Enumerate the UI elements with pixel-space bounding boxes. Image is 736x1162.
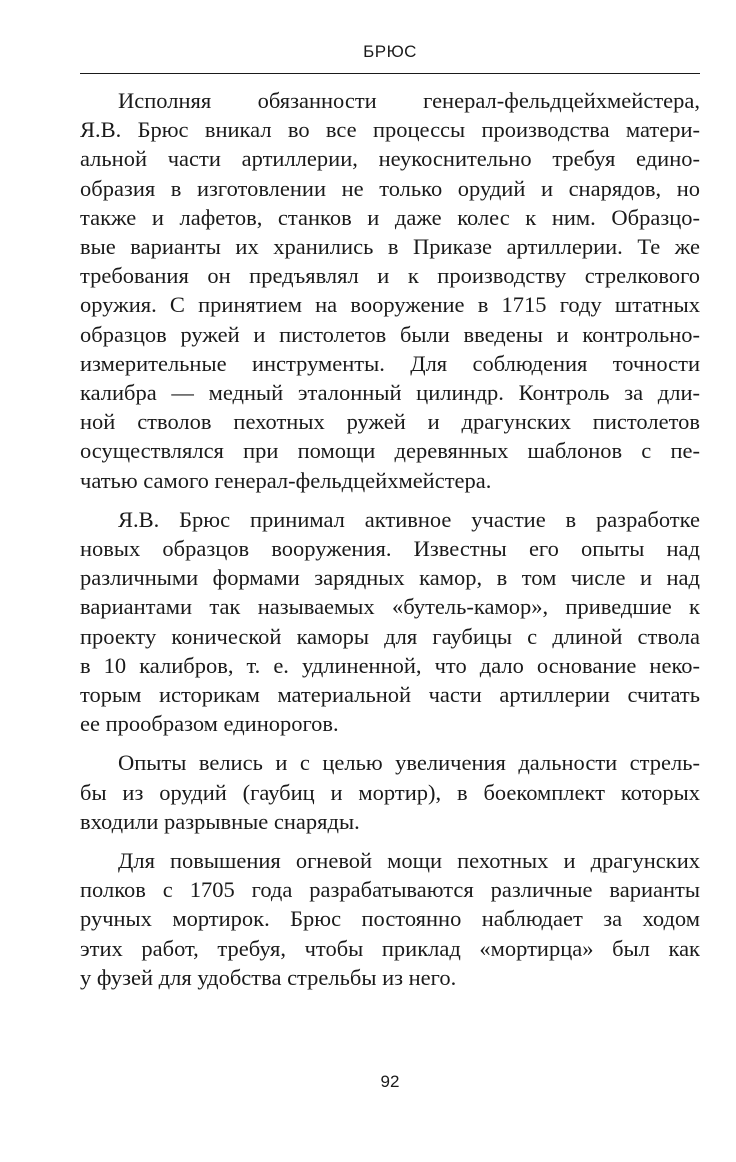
page-number: 92	[380, 1072, 400, 1091]
paragraph	[80, 505, 700, 739]
text-line: ручных мортирок. Брюс постоянно наблюдает за ходом	[80, 906, 700, 932]
text-line: образцов ружей и пистолетов были введены и контрольно-	[80, 321, 700, 347]
paragraph	[80, 748, 700, 836]
text-line: ее прообразом единорогов.	[80, 711, 339, 737]
text-line: торым историкам материальной части артиллерии считать	[80, 682, 700, 708]
text-line: полков с 1705 года разрабатываются различные варианты	[80, 877, 700, 903]
body-text	[80, 86, 700, 992]
text-line: измерительные инструменты. Для соблюдения точности	[80, 350, 700, 376]
text-line: оружия. С принятием на вооружение в 1715 году штатных	[80, 292, 700, 318]
text-line: новых образцов вооружения. Известны его опыты над	[80, 536, 700, 562]
text-line: Я.В. Брюс принимал активное участие в разработке	[118, 506, 700, 532]
text-line: вые варианты их хранились в Приказе артиллерии. Те же	[80, 234, 700, 260]
text-line: Опыты велись и с целью увеличения дальности стрель-	[118, 750, 700, 776]
text-line: Я.В. Брюс вникал во все процессы производства матери-	[80, 117, 700, 143]
text-line: альной части артиллерии, неукоснительно требуя едино-	[80, 146, 700, 172]
text-line: образия в изготовлении не только орудий и снарядов, но	[80, 175, 700, 201]
text-line: у фузей для удобства стрельбы из него.	[80, 964, 457, 990]
text-line: ной стволов пехотных ружей и драгунских пистолетов	[80, 409, 700, 435]
text-line: входили разрывные снаряды.	[80, 808, 360, 834]
text-line: в 10 калибров, т. е. удлиненной, что дало основание неко-	[80, 652, 700, 678]
header-rule	[80, 73, 700, 74]
text-line: вариантами так называемых «бутель-камор», приведшие к	[80, 594, 700, 620]
text-line: различными формами зарядных камор, в том числе и над	[80, 565, 700, 591]
text-line: бы из орудий (гаубиц и мортир), в боекомплект которых	[80, 779, 700, 805]
paragraph	[80, 846, 700, 992]
text-line: чатью самого генерал-фельдцейхмейстера.	[80, 467, 492, 493]
text-line: калибра — медный эталонный цилиндр. Контроль за дли-	[80, 380, 700, 406]
running-head: БРЮС	[363, 42, 417, 61]
text-line: также и лафетов, станков и даже колес к ним. Образцо-	[80, 204, 700, 230]
text-line: проекту конической каморы для гаубицы с длиной ствола	[80, 623, 700, 649]
text-line: Для повышения огневой мощи пехотных и драгунских	[118, 848, 700, 874]
text-line: этих работ, требуя, чтобы приклад «мортирца» был как	[80, 935, 700, 961]
text-line: осуществлялся при помощи деревянных шаблонов с пе-	[80, 438, 700, 464]
text-line: требования он предъявлял и к производству стрелкового	[80, 263, 700, 289]
paragraph	[80, 86, 700, 495]
text-line: Исполняя обязанности генерал-фельдцейхмейстера,	[118, 88, 700, 113]
